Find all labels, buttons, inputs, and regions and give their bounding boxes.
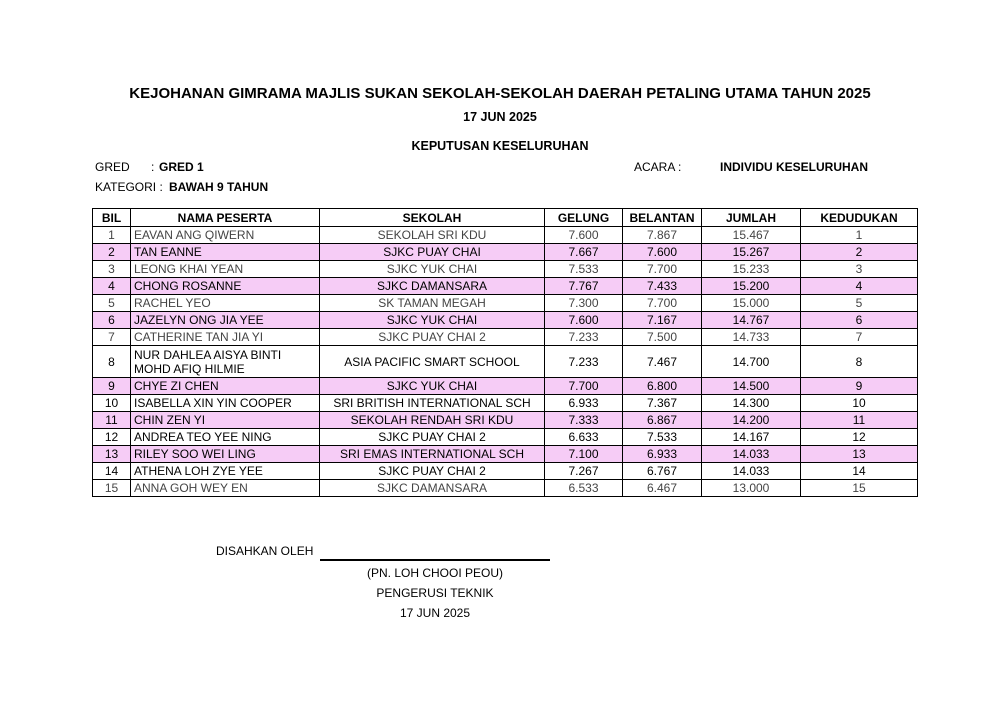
cell-belantan: 6.467 — [623, 480, 702, 497]
cell-gelung: 7.333 — [545, 412, 623, 429]
gred-label: GRED — [95, 160, 130, 174]
cell-sekolah: SJKC YUK CHAI — [320, 378, 545, 395]
cell-bil: 13 — [93, 446, 131, 463]
table-row — [93, 312, 918, 329]
cell-jumlah: 13.000 — [702, 480, 801, 497]
cell-belantan: 6.800 — [623, 378, 702, 395]
cell-kedudukan: 7 — [801, 329, 918, 346]
column-header-gelung: GELUNG — [545, 209, 623, 227]
cell-nama: CATHERINE TAN JIA YI — [131, 329, 320, 346]
cell-belantan: 6.867 — [623, 412, 702, 429]
table-row — [93, 346, 918, 378]
cell-sekolah: SJKC PUAY CHAI — [320, 244, 545, 261]
cell-sekolah: SRI BRITISH INTERNATIONAL SCH — [320, 395, 545, 412]
cell-nama: TAN EANNE — [131, 244, 320, 261]
document-title: KEJOHANAN GIMRAMA MAJLIS SUKAN SEKOLAH-SEKOLAH DAERAH PETALING UTAMA TAHUN 2025 — [129, 85, 871, 102]
table-row — [93, 395, 918, 412]
table-row — [93, 446, 918, 463]
table-row — [93, 480, 918, 497]
cell-bil: 8 — [93, 346, 131, 378]
cell-nama: EAVAN ANG QIWERN — [131, 227, 320, 244]
cell-kedudukan: 15 — [801, 480, 918, 497]
cell-belantan: 7.367 — [623, 395, 702, 412]
cell-kedudukan: 1 — [801, 227, 918, 244]
table-row — [93, 227, 918, 244]
cell-kedudukan: 13 — [801, 446, 918, 463]
signatory-name: (PN. LOH CHOOI PEOU) — [366, 566, 503, 580]
cell-sekolah: SK TAMAN MEGAH — [320, 295, 545, 312]
table-row — [93, 244, 918, 261]
table-row — [93, 429, 918, 446]
cell-gelung: 6.633 — [545, 429, 623, 446]
cell-sekolah: SRI EMAS INTERNATIONAL SCH — [320, 446, 545, 463]
column-header-jumlah: JUMLAH — [702, 209, 801, 227]
cell-nama: ANDREA TEO YEE NING — [131, 429, 320, 446]
cell-nama: CHYE ZI CHEN — [131, 378, 320, 395]
cell-kedudukan: 10 — [801, 395, 918, 412]
table-row — [93, 278, 918, 295]
cell-bil: 6 — [93, 312, 131, 329]
cell-sekolah: SJKC PUAY CHAI 2 — [320, 429, 545, 446]
cell-nama: ATHENA LOH ZYE YEE — [131, 463, 320, 480]
cell-belantan: 7.500 — [623, 329, 702, 346]
cell-kedudukan: 3 — [801, 261, 918, 278]
cell-belantan: 7.167 — [623, 312, 702, 329]
cell-gelung: 7.233 — [545, 329, 623, 346]
cell-sekolah: SJKC YUK CHAI — [320, 261, 545, 278]
cell-bil: 1 — [93, 227, 131, 244]
cell-bil: 12 — [93, 429, 131, 446]
cell-nama — [131, 346, 320, 378]
cell-belantan: 6.933 — [623, 446, 702, 463]
cell-sekolah: SEKOLAH RENDAH SRI KDU — [320, 412, 545, 429]
cell-belantan: 7.433 — [623, 278, 702, 295]
cell-nama: JAZELYN ONG JIA YEE — [131, 312, 320, 329]
table-row — [93, 378, 918, 395]
cell-sekolah: SJKC PUAY CHAI 2 — [320, 329, 545, 346]
cell-belantan: 6.767 — [623, 463, 702, 480]
cell-bil: 10 — [93, 395, 131, 412]
cell-gelung: 6.533 — [545, 480, 623, 497]
cell-bil: 7 — [93, 329, 131, 346]
cell-gelung: 7.767 — [545, 278, 623, 295]
signature-line — [320, 559, 550, 561]
cell-gelung: 7.100 — [545, 446, 623, 463]
cell-gelung: 7.300 — [545, 295, 623, 312]
cell-jumlah: 15.267 — [702, 244, 801, 261]
cell-jumlah: 15.233 — [702, 261, 801, 278]
cell-bil: 9 — [93, 378, 131, 395]
cell-jumlah: 14.767 — [702, 312, 801, 329]
kategori-label: KATEGORI : — [95, 180, 163, 194]
document-date: 17 JUN 2025 — [463, 110, 537, 124]
table-row — [93, 463, 918, 480]
cell-gelung: 7.600 — [545, 312, 623, 329]
table-row — [93, 295, 918, 312]
cell-sekolah: SJKC YUK CHAI — [320, 312, 545, 329]
cell-jumlah: 14.300 — [702, 395, 801, 412]
gred-separator: : — [151, 160, 155, 174]
cell-jumlah: 14.033 — [702, 446, 801, 463]
cell-kedudukan: 12 — [801, 429, 918, 446]
cell-kedudukan: 4 — [801, 278, 918, 295]
cell-kedudukan: 6 — [801, 312, 918, 329]
cell-belantan: 7.867 — [623, 227, 702, 244]
cell-jumlah: 15.467 — [702, 227, 801, 244]
cell-jumlah: 14.033 — [702, 463, 801, 480]
cell-jumlah: 14.167 — [702, 429, 801, 446]
cell-belantan: 7.700 — [623, 261, 702, 278]
cell-kedudukan: 9 — [801, 378, 918, 395]
signature-date: 17 JUN 2025 — [399, 606, 471, 620]
section-title: KEPUTUSAN KESELURUHAN — [411, 139, 589, 153]
cell-kedudukan: 2 — [801, 244, 918, 261]
cell-bil: 2 — [93, 244, 131, 261]
cell-nama-line-2: MOHD AFIQ HILMIE — [134, 361, 245, 376]
results-table — [92, 208, 918, 497]
cell-bil: 4 — [93, 278, 131, 295]
cell-kedudukan: 11 — [801, 412, 918, 429]
cell-gelung: 7.267 — [545, 463, 623, 480]
cell-sekolah: SJKC PUAY CHAI 2 — [320, 463, 545, 480]
acara-value: INDIVIDU KESELURUHAN — [720, 160, 869, 174]
signatory-position: PENGERUSI TEKNIK — [376, 586, 494, 600]
signature-label: DISAHKAN OLEH — [216, 544, 314, 558]
cell-sekolah: SJKC DAMANSARA — [320, 480, 545, 497]
cell-gelung: 7.233 — [545, 346, 623, 378]
cell-nama: CHIN ZEN YI — [131, 412, 320, 429]
cell-bil: 15 — [93, 480, 131, 497]
cell-nama: RILEY SOO WEI LING — [131, 446, 320, 463]
table-row — [93, 412, 918, 429]
cell-bil: 3 — [93, 261, 131, 278]
cell-kedudukan: 14 — [801, 463, 918, 480]
column-header-bil: BIL — [93, 209, 131, 227]
column-header-sekolah: SEKOLAH — [320, 209, 545, 227]
table-header-row — [93, 209, 918, 227]
cell-gelung: 7.533 — [545, 261, 623, 278]
gred-value: GRED 1 — [159, 160, 204, 174]
cell-jumlah: 14.200 — [702, 412, 801, 429]
cell-nama: ANNA GOH WEY EN — [131, 480, 320, 497]
cell-gelung: 7.600 — [545, 227, 623, 244]
cell-gelung: 7.667 — [545, 244, 623, 261]
cell-sekolah: SJKC DAMANSARA — [320, 278, 545, 295]
cell-belantan: 7.600 — [623, 244, 702, 261]
table-row — [93, 329, 918, 346]
cell-sekolah: SEKOLAH SRI KDU — [320, 227, 545, 244]
cell-bil: 5 — [93, 295, 131, 312]
cell-belantan: 7.467 — [623, 346, 702, 378]
table-row — [93, 261, 918, 278]
cell-bil: 14 — [93, 463, 131, 480]
cell-jumlah: 14.500 — [702, 378, 801, 395]
cell-nama-line-1: NUR DAHLEA AISYA BINTI — [134, 347, 282, 362]
cell-belantan: 7.533 — [623, 429, 702, 446]
cell-gelung: 7.700 — [545, 378, 623, 395]
cell-jumlah: 14.700 — [702, 346, 801, 378]
column-header-belantan: BELANTAN — [623, 209, 702, 227]
acara-label: ACARA : — [634, 160, 682, 174]
cell-nama: CHONG ROSANNE — [131, 278, 320, 295]
column-header-kedudukan: KEDUDUKAN — [801, 209, 918, 227]
cell-sekolah: ASIA PACIFIC SMART SCHOOL — [320, 346, 545, 378]
cell-jumlah: 15.000 — [702, 295, 801, 312]
column-header-nama: NAMA PESERTA — [131, 209, 320, 227]
cell-nama: LEONG KHAI YEAN — [131, 261, 320, 278]
kategori-value: BAWAH 9 TAHUN — [169, 180, 269, 194]
cell-jumlah: 15.200 — [702, 278, 801, 295]
cell-nama: RACHEL YEO — [131, 295, 320, 312]
cell-gelung: 6.933 — [545, 395, 623, 412]
cell-belantan: 7.700 — [623, 295, 702, 312]
cell-jumlah: 14.733 — [702, 329, 801, 346]
cell-kedudukan: 5 — [801, 295, 918, 312]
cell-kedudukan: 8 — [801, 346, 918, 378]
cell-bil: 11 — [93, 412, 131, 429]
cell-nama: ISABELLA XIN YIN COOPER — [131, 395, 320, 412]
